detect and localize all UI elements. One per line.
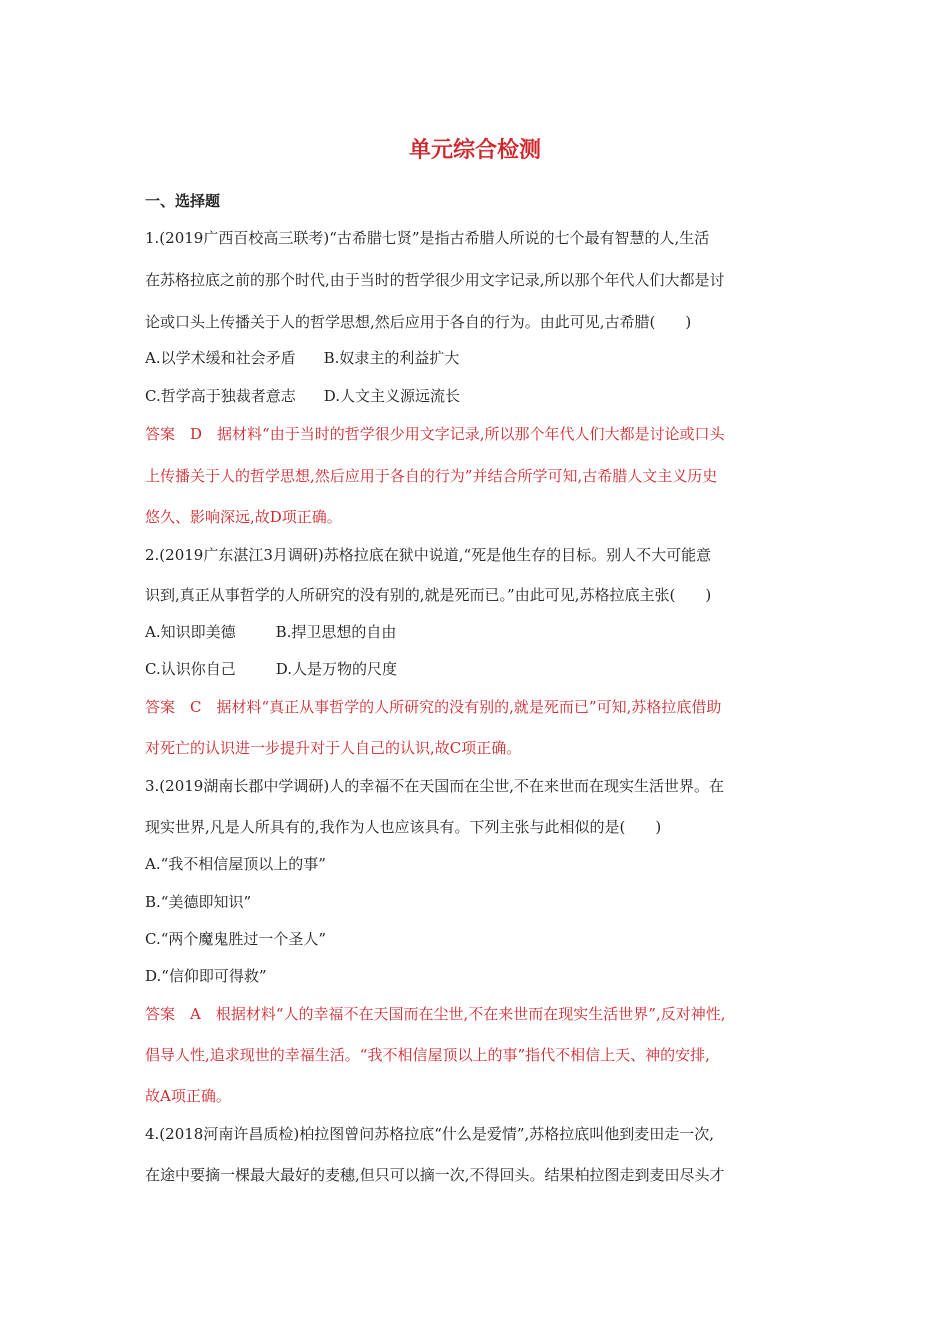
- option-a: A.以学术缓和社会矛盾: [145, 349, 296, 367]
- question-2-options-row: [145, 620, 396, 644]
- answer-2-line: 对死亡的认识进一步提升对于人自己的认识,故C项正确。: [145, 739, 522, 757]
- question-1-options-row: [145, 384, 460, 408]
- page-title: 单元综合检测: [408, 138, 541, 163]
- answer-3-line: 倡导人性,追求现世的幸福生活。“我不相信屋顶以上的事”指代不相信上天、神的安排,: [145, 1046, 710, 1064]
- option-c: C.认识你自己: [145, 660, 236, 678]
- question-1-options-row: [145, 346, 459, 370]
- question-3-line: 现实世界,凡是人所具有的,我作为人也应该具有。下列主张与此相似的是( ): [145, 818, 662, 836]
- option-b: B.奴隶主的利益扩大: [323, 349, 460, 367]
- answer-3-line: 答案 A 根据材料“人的幸福不在天国而在尘世,不在来世而在现实生活世界”,反对神性,: [145, 1005, 726, 1023]
- question-3-line: 3.(2019湖南长郡中学调研)人的幸福不在天国而在尘世,不在来世而在现实生活世界。在: [145, 777, 724, 795]
- answer-2-line: 答案 C 据材料“真正从事哲学的人所研究的没有别的,就是死而已”可知,苏格拉底借助: [145, 698, 722, 716]
- option-a: A.知识即美德: [145, 623, 236, 641]
- option-d: D.“信仰即可得救”: [145, 967, 267, 985]
- section-heading: 一、选择题: [145, 192, 221, 210]
- answer-1-line: 答案 D 据材料“由于当时的哲学很少用文字记录,所以那个年代人们大都是讨论或口头: [145, 425, 725, 443]
- question-1-line: 论或口头上传播关于人的哲学思想,然后应用于各自的行为。由此可见,古希腊( ): [145, 313, 692, 331]
- question-4-line: 4.(2018河南许昌质检)柏拉图曾问苏格拉底“什么是爱情”,苏格拉底叫他到麦田走一次,: [145, 1125, 715, 1143]
- option-a: A.“我不相信屋顶以上的事”: [145, 855, 326, 873]
- option-c: C.“两个魔鬼胜过一个圣人”: [145, 930, 327, 948]
- option-d: D.人文主义源远流长: [323, 387, 460, 405]
- option-c: C.哲学高于独裁者意志: [145, 387, 296, 405]
- question-2-line: 2.(2019广东湛江3月调研)苏格拉底在狱中说道,“死是他生存的目标。别人不大可能意: [145, 546, 712, 564]
- option-d: D.人是万物的尺度: [275, 660, 397, 678]
- answer-1-line: 上传播关于人的哲学思想,然后应用于各自的行为”并结合所学可知,古希腊人文主义历史: [145, 467, 718, 485]
- question-2-options-row: [145, 657, 397, 681]
- question-2-line: 识到,真正从事哲学的人所研究的没有别的,就是死而已。”由此可见,苏格拉底主张( ): [145, 586, 712, 604]
- question-1-line: 在苏格拉底之前的那个时代,由于当时的哲学很少用文字记录,所以那个年代人们大都是讨: [145, 271, 725, 289]
- question-4-line: 在途中要摘一棵最大最好的麦穗,但只可以摘一次,不得回头。结果柏拉图走到麦田尽头才: [145, 1166, 725, 1184]
- question-1-line: 1.(2019广西百校高三联考)“古希腊七贤”是指古希腊人所说的七个最有智慧的人,生活: [145, 229, 710, 247]
- answer-3-line: 故A项正确。: [145, 1087, 231, 1105]
- option-b: B.“美德即知识”: [145, 893, 252, 911]
- answer-1-line: 悠久、影响深远,故D项正确。: [145, 508, 342, 526]
- option-b: B.捍卫思想的自由: [275, 623, 397, 641]
